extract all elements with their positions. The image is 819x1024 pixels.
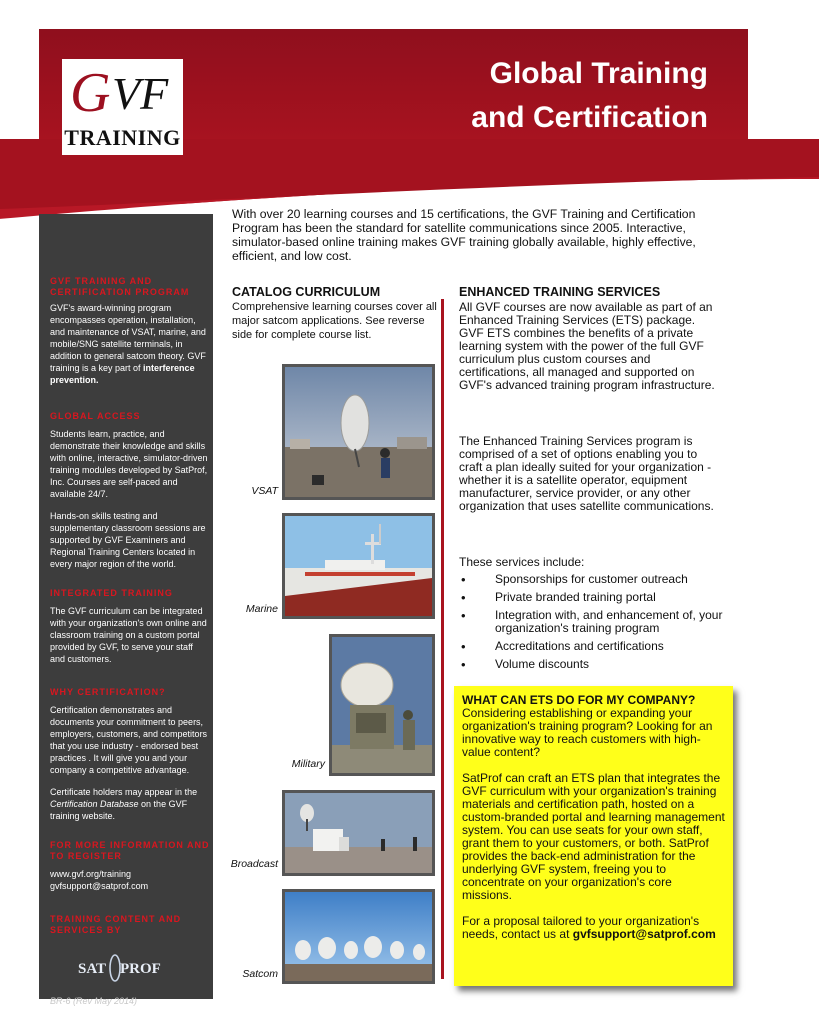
satprof-logo-icon: [77, 952, 161, 984]
sidebar-text: GVF's award-winning program encompasses operation, installation, and maintenance of VSAT, marine, and mobile/SNG satellite terminals, in addition to general satcom theory. GVF training is a key part of interference prevention.: [50, 303, 206, 385]
catalog-heading: CATALOG CURRICULUM: [232, 285, 381, 299]
callout-paragraph-1: Considering establishing or expanding your organization's training program? Looking for an innovative way to reach customers with high-value content?: [462, 706, 713, 759]
callout-email-link[interactable]: gvfsupport@satprof.com: [572, 927, 716, 941]
ets-paragraph-2: The Enhanced Training Services program is comprised of a set of options enabling you to craft a plan ideally suited for your organization - whether it is a satellite operator, equipment manufacturer, service provider, or any other organization that uses satellite communications.: [459, 434, 714, 513]
sidebar-heading: GLOBAL ACCESS: [50, 411, 141, 421]
sidebar-heading: WHY CERTIFICATION?: [50, 687, 166, 697]
sidebar-heading: INTEGRATED TRAINING: [50, 588, 173, 598]
satprof-logo-right: PROF: [120, 961, 161, 977]
marine-photo: [282, 513, 435, 619]
broadcast-photo: [282, 790, 435, 876]
brochure-page: [39, 29, 748, 1006]
list-item: • Integration with, and enhancement of, your organization's training program: [459, 609, 724, 635]
gvf-training-logo: [62, 59, 183, 155]
ets-paragraph-1: All GVF courses are now available as part of an Enhanced Training Services (ETS) package. GVF ETS combines the benefits of a private learning system with the power of the full GVF curriculum plus custom courses and certifications, all managed and supported on GVF's advanced training program infrastructure.: [459, 300, 715, 392]
vsat-photo: [282, 364, 435, 500]
sidebar-heading: FOR MORE INFORMATION AND TO REGISTER: [50, 840, 210, 861]
ets-paragraph-3: These services include:: [459, 555, 585, 569]
support-email-link[interactable]: gvfsupport@satprof.com: [50, 881, 149, 891]
photo-label-satcom: Satcom: [242, 968, 278, 980]
services-list: [459, 573, 724, 676]
logo-vf: VF: [112, 68, 169, 119]
page-title-line-1: Global Training: [489, 57, 708, 90]
sidebar-text: Hands-on skills testing and supplementary classroom sessions are supported by GVF Examiners and Regional Training Centers located in every major region of the world.: [50, 511, 206, 569]
sidebar-text: Students learn, practice, and demonstrate their knowledge and skills with online, interactive, simulator-driven training modules developed by SatProf, Inc. Courses are self-paced and available 24/7.: [50, 429, 208, 499]
sidebar: [39, 214, 213, 1006]
sidebar-section-global-access: [50, 411, 210, 570]
ets-callout-box: [454, 686, 733, 986]
page-title-line-2: and Certification: [471, 101, 708, 134]
sidebar-heading: TRAINING CONTENT AND SERVICES BY: [50, 914, 182, 935]
sidebar-text: Certification demonstrates and documents your commitment to peers, employers, customers, and competitors that you use industry - endorsed best practices . It will give you and your company a competitive advantage.: [50, 705, 208, 775]
document-code: BR-6 (Rev May 2014): [50, 996, 138, 1006]
intro-paragraph: With over 20 learning courses and 15 certifications, the GVF Training and Certification Program has been the standard for satellite communications since 2005. Interactive, simulator-based online training makes GVF training globally available, highly effective, efficient, and low cost.: [232, 207, 696, 263]
catalog-text: Comprehensive learning courses cover all major satcom applications. See reverse side for complete course list.: [232, 301, 437, 341]
photo-label-marine: Marine: [245, 603, 278, 615]
military-photo: [329, 634, 435, 776]
photo-label-military: Military: [291, 758, 325, 770]
sidebar-heading: GVF TRAINING AND CERTIFICATION PROGRAM: [50, 276, 190, 297]
callout-paragraph-2: SatProf can craft an ETS plan that integrates the GVF curriculum with your organization's training materials and certification path, hosted on a custom-branded portal and learning management system. You can use seats for your own staff, grant them to your customers, or both. SatProf provides the back-end administration for the underlying GVF system, freeing you to concentrate on your organization's core missions.: [462, 771, 725, 902]
sidebar-section-services-by: [50, 914, 210, 936]
satprof-logo-left: SAT: [78, 961, 107, 977]
ets-heading: ENHANCED TRAINING SERVICES: [459, 285, 661, 299]
list-item: • Volume discounts: [459, 658, 724, 671]
sidebar-text: Certificate holders may appear in the Certification Database on the GVF training website.: [50, 787, 198, 821]
photo-label-broadcast: Broadcast: [230, 858, 278, 870]
sidebar-text: The GVF curriculum can be integrated with your organization's own online and classroom training on a custom portal provided by GVF, to serve your staff and customers.: [50, 606, 207, 664]
column-divider: [441, 299, 444, 979]
list-item: • Accreditations and certifications: [459, 640, 724, 653]
satcom-photo: [282, 889, 435, 984]
callout-heading: WHAT CAN ETS DO FOR MY COMPANY?: [462, 693, 696, 707]
sidebar-section-why-certification: [50, 687, 210, 822]
photo-label-vsat: VSAT: [251, 485, 278, 497]
list-item: • Private branded training portal: [459, 591, 724, 604]
training-url-link[interactable]: www.gvf.org/training: [50, 869, 132, 879]
callout-paragraph-3: For a proposal tailored to your organization's needs, contact us at gvfsupport@satprof.com: [462, 914, 716, 941]
sidebar-section-integrated: [50, 588, 210, 665]
logo-training-word: TRAINING: [64, 125, 181, 150]
logo-g: G: [70, 62, 111, 124]
sidebar-section-more-info: [50, 840, 210, 892]
sidebar-section-program: [50, 276, 210, 386]
list-item: • Sponsorships for customer outreach: [459, 573, 724, 586]
